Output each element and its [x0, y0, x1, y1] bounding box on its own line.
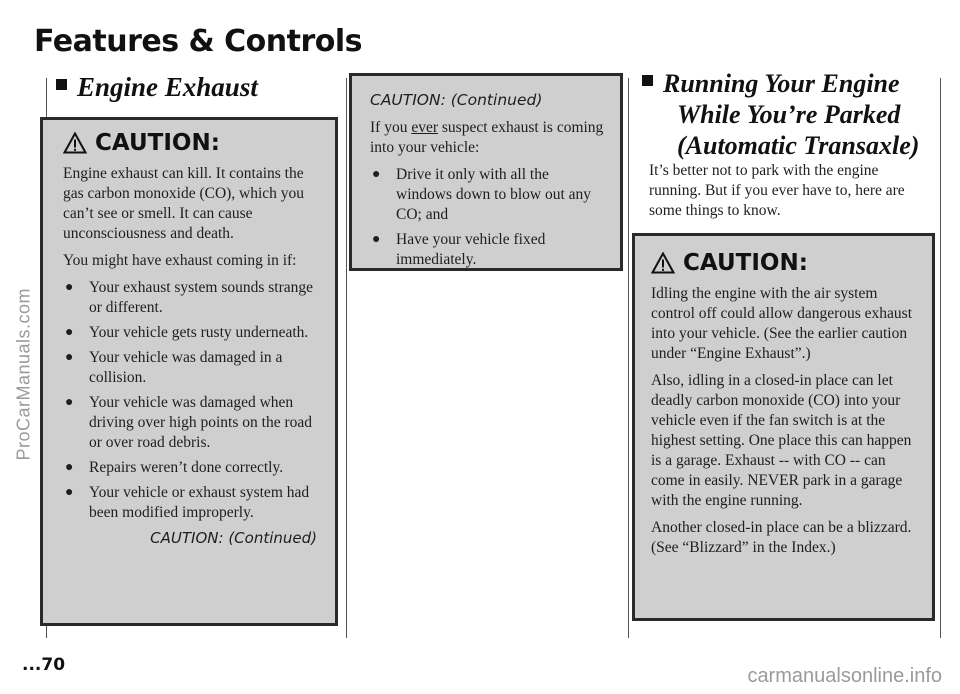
caution-bullet-item: ● Your vehicle was damaged in a collision. [65, 349, 283, 386]
caution-heading: CAUTION: [651, 252, 918, 274]
page-number: ...70 [22, 655, 66, 675]
far-right-column-rule [940, 78, 941, 638]
warning-triangle-icon [63, 132, 87, 154]
caution-paragraph: You might have exhaust coming in if: [63, 252, 297, 269]
caution-bullet-item: ● Your exhaust system sounds strange or different. [65, 279, 314, 316]
caution-continued-label: CAUTION: (Continued) [150, 529, 317, 547]
warning-triangle-icon [651, 252, 675, 274]
caution-continued-box [349, 73, 623, 271]
side-watermark: ProCarManuals.com [13, 287, 34, 461]
caution-paragraph: Also, idling in a closed-in place can let deadly carbon monoxide (CO) into your vehicle even if the fan switch is at the highest setting. One place this can happen is a garage. Exhaust -- with CO -- can come in easily. NEVER park in a garage with the engine running. [651, 372, 912, 509]
caution-paragraph: If you ever suspect exhaust is coming into your vehicle: [370, 119, 604, 156]
caution-paragraph: Another closed-in place can be a blizzard. (See “Blizzard” in the Index.) [651, 519, 912, 556]
caution-paragraph: Idling the engine with the air system control off could allow dangerous exhaust into your vehicle. (See the earlier caution under “Engine Exhaust”.) [651, 285, 912, 362]
section-bullet-square [56, 79, 67, 90]
running-engine-intro: It’s better not to park with the engine running. But if you ever have to, here are some things to know. [649, 162, 905, 219]
caution-heading: CAUTION: [63, 132, 321, 154]
caution-bullet-item: ● Your vehicle gets rusty underneath. [65, 324, 309, 341]
running-engine-title: Running Your Engine While You’re Parked (Automatic Transaxle) [642, 68, 919, 161]
idling-caution-box [632, 233, 935, 621]
engine-exhaust-caution-box [40, 117, 338, 626]
caution-paragraph: Engine exhaust can kill. It contains the gas carbon monoxide (CO), which you can’t see or smell. It can cause unconsciousness and death. [63, 165, 305, 242]
section-bullet-square [642, 75, 653, 86]
middle-column-rule [346, 78, 347, 638]
caution-bullet-item: ● Your vehicle or exhaust system had been modified improperly. [65, 484, 310, 521]
bottom-watermark: carmanualsonline.info [747, 665, 942, 687]
caution-bullet-item: ● Your vehicle was damaged when driving over high points on the road or over road debris. [65, 394, 312, 451]
page-header: Features & Controls [34, 24, 362, 59]
caution-bullet-item: ● Drive it only with all the windows down to blow out any CO; and [372, 166, 592, 223]
right-column-rule [628, 78, 629, 638]
caution-bullet-item: ● Repairs weren’t done correctly. [65, 459, 284, 476]
engine-exhaust-title: Engine Exhaust [56, 72, 258, 103]
caution-continued-heading: CAUTION: (Continued) [370, 91, 543, 109]
caution-bullet-item: ● Have your vehicle fixed immediately. [372, 231, 546, 268]
